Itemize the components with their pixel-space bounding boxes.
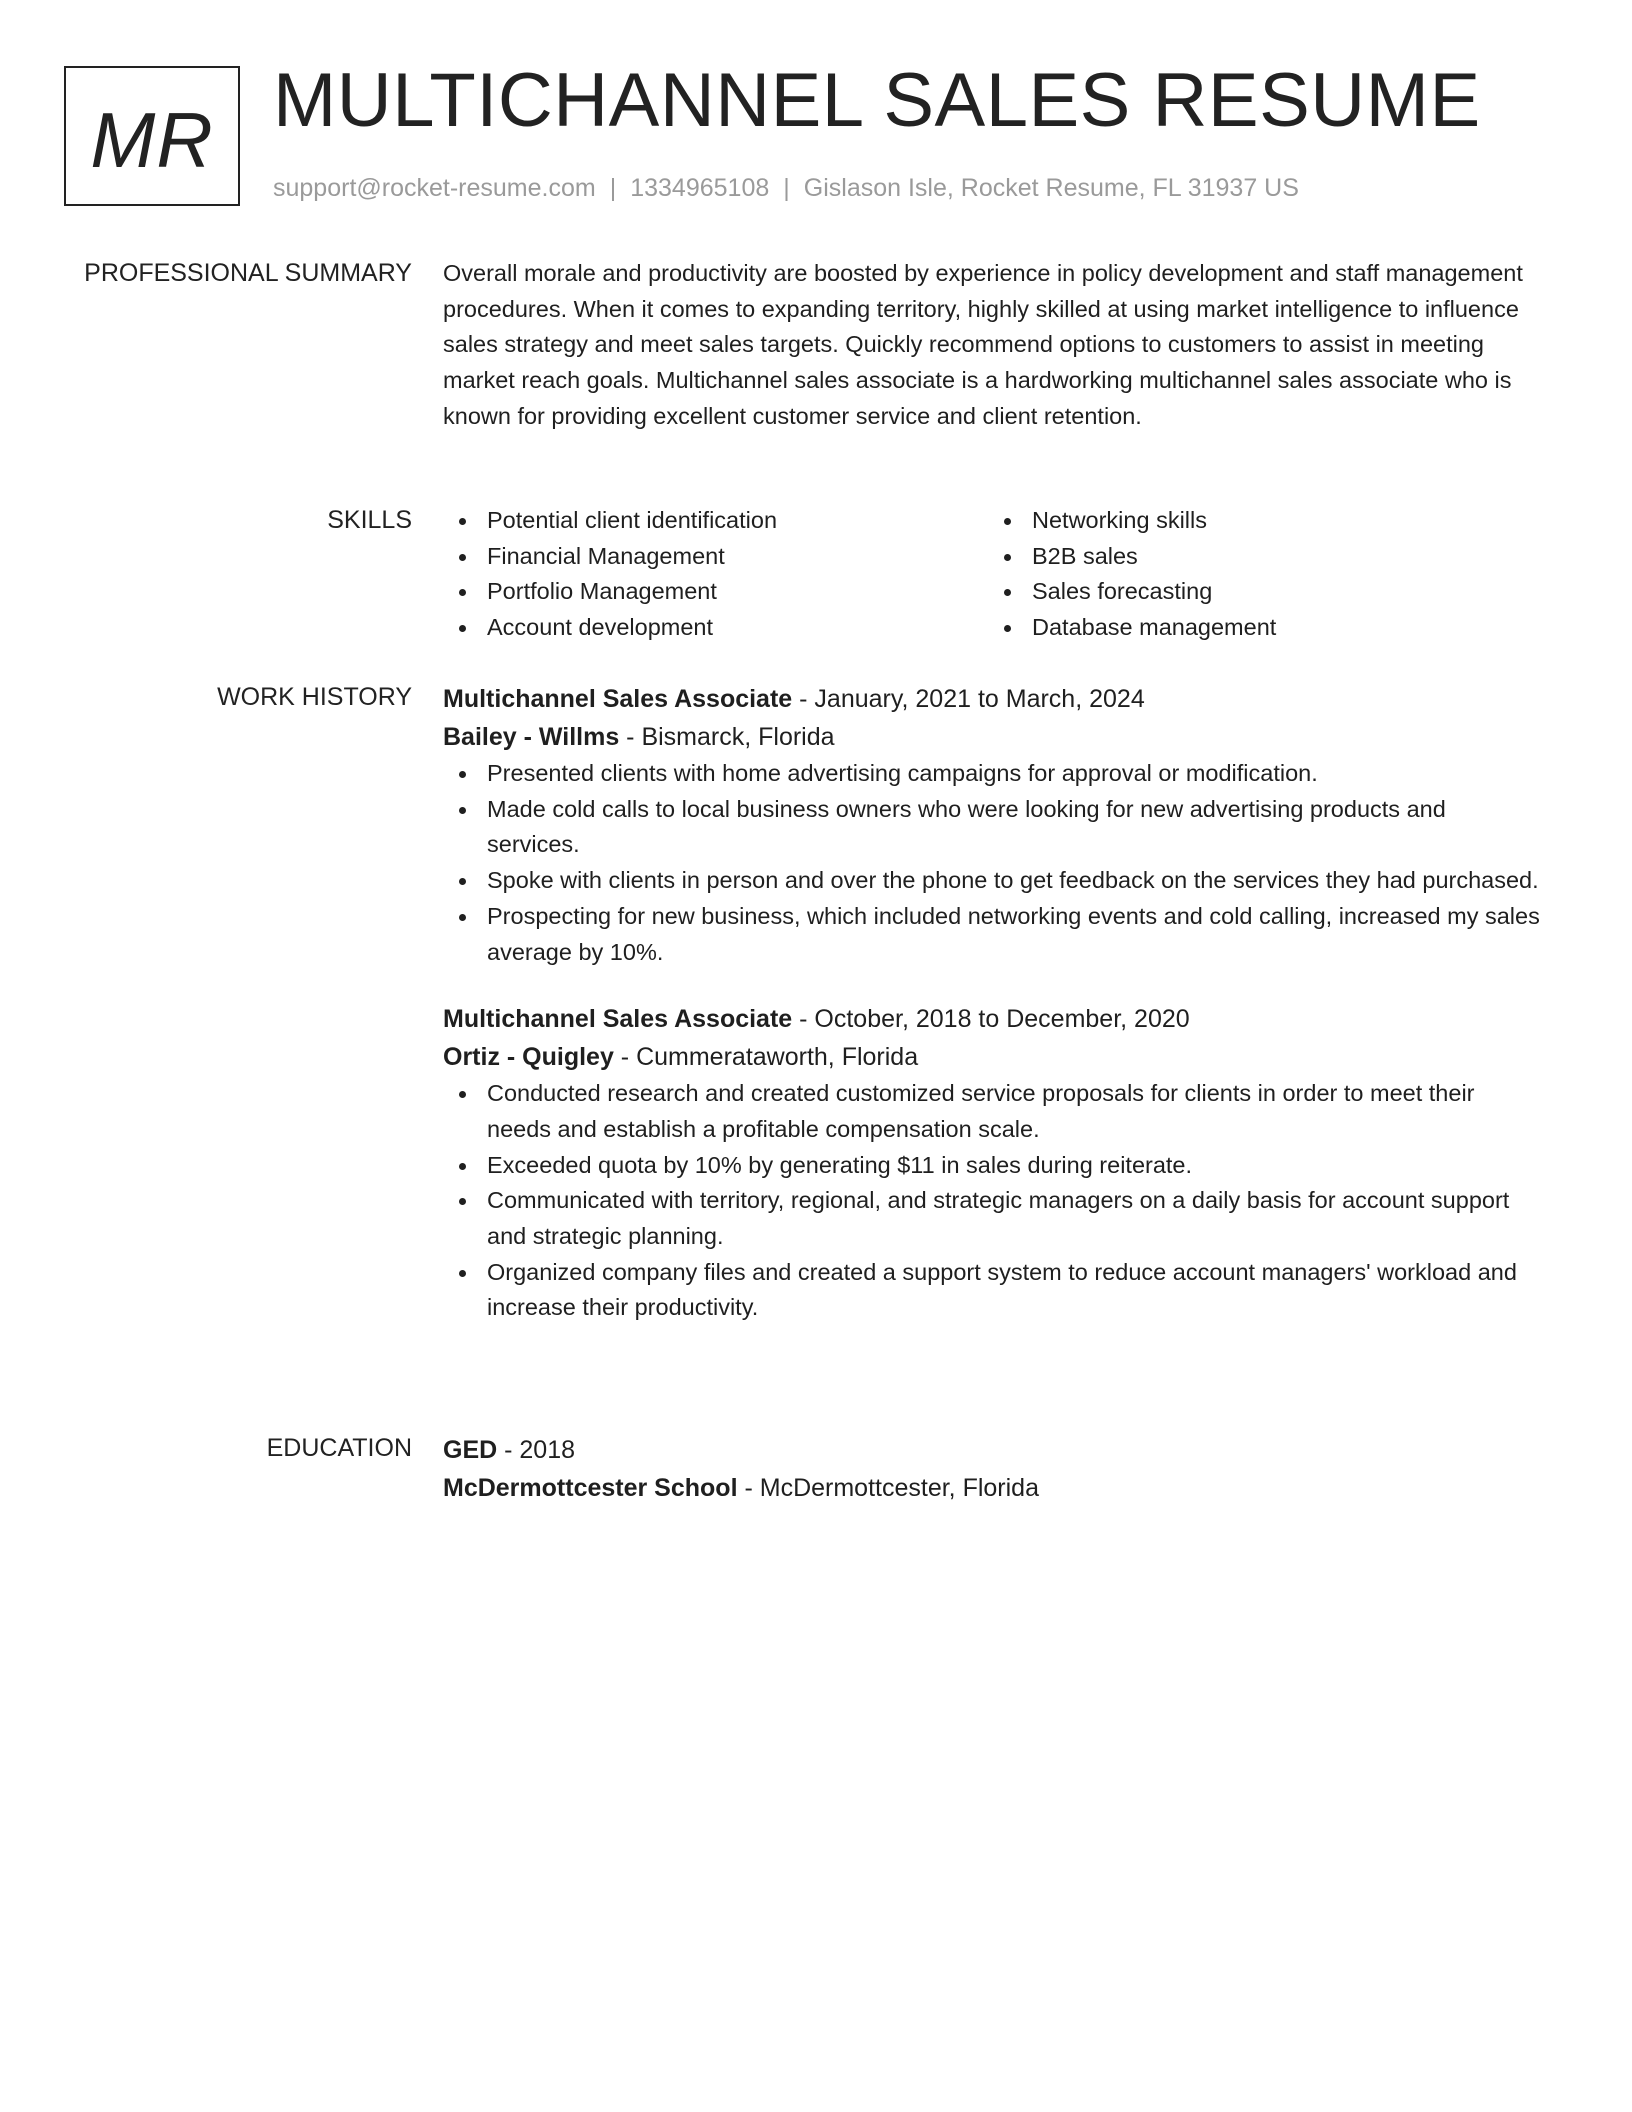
job-title-line (443, 680, 1543, 718)
job-bullet (443, 1255, 1543, 1326)
job-company: Ortiz - Quigley (443, 1043, 614, 1072)
skill-text: Portfolio Management (487, 578, 717, 605)
section-label-summary: PROFESSIONAL SUMMARY (84, 259, 412, 287)
skill-item (443, 503, 988, 539)
education-school-line (443, 1469, 1543, 1507)
job-title: Multichannel Sales Associate (443, 685, 793, 713)
skill-text: Sales forecasting (1032, 578, 1213, 605)
section-label-skills: SKILLS (327, 506, 412, 534)
contact-separator: | (783, 174, 790, 202)
job-bullet-text: Spoke with clients in person and over the phone to get feedback on the services they had purchased. (487, 867, 1539, 894)
monogram-box (64, 66, 240, 206)
bullet-dot (459, 1163, 466, 1170)
job-company-line (443, 718, 1543, 756)
job-company: Bailey - Willms (443, 723, 620, 751)
skill-text: Account development (487, 614, 714, 641)
summary-body (443, 256, 1543, 435)
job-bullet (443, 1076, 1543, 1147)
skill-item (443, 574, 988, 610)
bullet-dot (459, 1198, 466, 1205)
resume-title: MULTICHANNEL SALES RESUME (273, 58, 1481, 143)
skills-list-right (988, 503, 1533, 646)
job-title-line (443, 1000, 1543, 1038)
section-label-education: EDUCATION (266, 1434, 412, 1462)
skill-text: B2B sales (1032, 542, 1138, 569)
job-location: - Bismarck, Florida (619, 723, 835, 751)
job-bullet (443, 1183, 1543, 1254)
job-bullet-text: Presented clients with home advertising campaigns for approval or modification. (487, 760, 1318, 786)
education-year: - 2018 (497, 1436, 576, 1464)
bullet-dot (459, 914, 466, 921)
skill-text: Networking skills (1032, 507, 1207, 533)
bullet-dot (1004, 518, 1011, 525)
bullet-dot (459, 771, 466, 778)
job-bullet-text: Prospecting for new business, which included networking events and cold calling, increased my sales average by 10%. (487, 902, 1540, 965)
summary-text: Overall morale and productivity are boosted by experience in policy development and staff management procedures. When it comes to expanding territory, highly skilled at using market intelligence to influence sales strategy and meet sales targets. Quickly recommend options to customers to assist in meeting market reach goals. Multichannel sales associate is a hardworking multichannel sales associate who is known for providing excellent customer service and client retention. (443, 260, 1523, 429)
education-body (443, 1431, 1543, 1507)
section-label-work-history: WORK HISTORY (217, 683, 412, 711)
contact-email: support@rocket-resume.com (273, 174, 596, 202)
job-bullet (443, 756, 1543, 792)
job-title: Multichannel Sales Associate (443, 1005, 793, 1034)
skill-item (443, 610, 988, 646)
contact-phone: 1334965108 (630, 174, 770, 202)
skill-item (988, 610, 1533, 646)
job-bullets (443, 756, 1543, 970)
job-dates: - October, 2018 to December, 2020 (792, 1005, 1190, 1034)
monogram-initials: MR (90, 96, 214, 184)
bullet-dot (459, 518, 466, 525)
education-degree: GED (443, 1436, 498, 1464)
bullet-dot (1004, 589, 1011, 596)
job-bullet (443, 1148, 1543, 1184)
job-bullet-text: Communicated with territory, regional, and strategic managers on a daily basis for account support and strategic planning. (487, 1187, 1510, 1250)
bullet-dot (459, 589, 466, 596)
job-bullet (443, 792, 1543, 863)
education-school: McDermottcester School (443, 1474, 738, 1502)
job-company-line (443, 1038, 1543, 1076)
job-location: - Cummerataworth, Florida (613, 1043, 919, 1072)
contact-separator: | (609, 174, 617, 202)
job-bullet (443, 863, 1543, 899)
job-bullet-text: Conducted research and created customized service proposals for clients in order to meet their needs and establish a profitable compensation scale. (487, 1080, 1475, 1142)
job-bullet-text: Exceeded quota by 10% by generating $11 in sales during reiterate. (487, 1151, 1193, 1178)
skill-item (443, 539, 988, 575)
bullet-dot (1004, 554, 1011, 561)
skill-text: Database management (1032, 614, 1277, 641)
bullet-dot (459, 807, 466, 814)
education-degree-line (443, 1431, 1543, 1469)
bullet-dot (459, 554, 466, 561)
job-bullet-text: Made cold calls to local business owners who were looking for new advertising products and services. (487, 795, 1446, 858)
work-history-body (443, 680, 1543, 1326)
skill-text: Financial Management (487, 542, 725, 569)
job-entry (443, 680, 1543, 970)
job-bullets (443, 1076, 1543, 1326)
bullet-dot (459, 878, 466, 885)
bullet-dot (459, 1091, 466, 1098)
bullet-dot (1004, 625, 1011, 632)
job-bullet-text: Organized company files and created a support system to reduce account managers' workload and increase their productivity. (487, 1258, 1517, 1321)
skill-item (988, 539, 1533, 575)
skills-columns (443, 503, 1543, 646)
skill-item (988, 503, 1533, 539)
skills-body (443, 503, 1543, 646)
skill-item (988, 574, 1533, 610)
bullet-dot (459, 625, 466, 632)
contact-line (273, 172, 1299, 204)
education-location: - McDermottcester, Florida (737, 1474, 1039, 1502)
job-dates: - January, 2021 to March, 2024 (792, 685, 1145, 713)
job-bullet (443, 899, 1543, 970)
skills-list-left (443, 503, 988, 646)
contact-address: Gislason Isle, Rocket Resume, FL 31937 US (803, 174, 1299, 202)
job-entry (443, 1000, 1543, 1326)
skill-text: Potential client identification (487, 507, 778, 533)
bullet-dot (459, 1270, 466, 1277)
